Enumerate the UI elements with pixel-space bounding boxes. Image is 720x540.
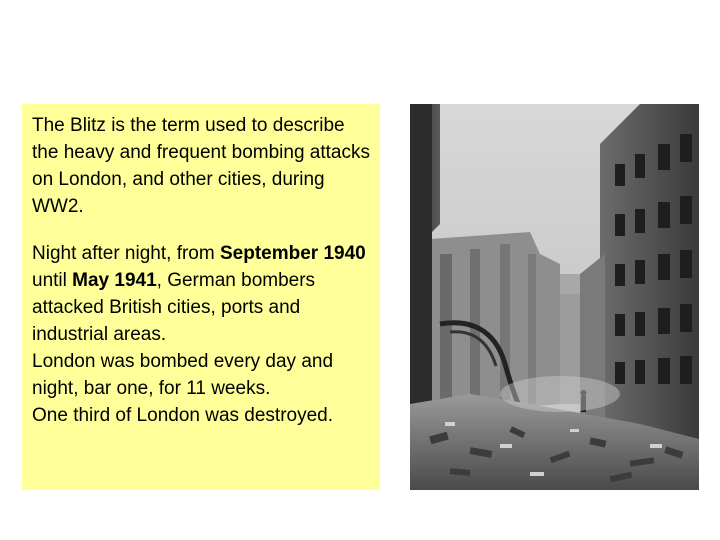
paragraph-definition: The Blitz is the term used to describe the heavy and frequent bombing attacks on London, and other cities, during WW2. [32, 115, 371, 217]
timeline-mid: until [32, 270, 73, 291]
paragraph-london: London was bombed every day and night, bar one, for 11 weeks. [32, 351, 334, 399]
shell-pillar [440, 254, 452, 404]
date-start: September 1940 [219, 243, 366, 264]
timeline-intro: Night after night, from [32, 243, 220, 264]
date-end: May 1941 [72, 270, 157, 291]
bombed-street-photo [410, 104, 699, 490]
photo-illustration [410, 104, 699, 490]
paragraph-destroyed: One third of London was destroyed. [32, 405, 334, 426]
smoke-haze [500, 376, 620, 412]
paragraph-timeline [32, 240, 374, 348]
text-box [22, 104, 380, 490]
paragraph-gap [32, 220, 374, 240]
timeline-rest: , German bombers attacked British cities, ports and industrial areas. [32, 270, 316, 345]
